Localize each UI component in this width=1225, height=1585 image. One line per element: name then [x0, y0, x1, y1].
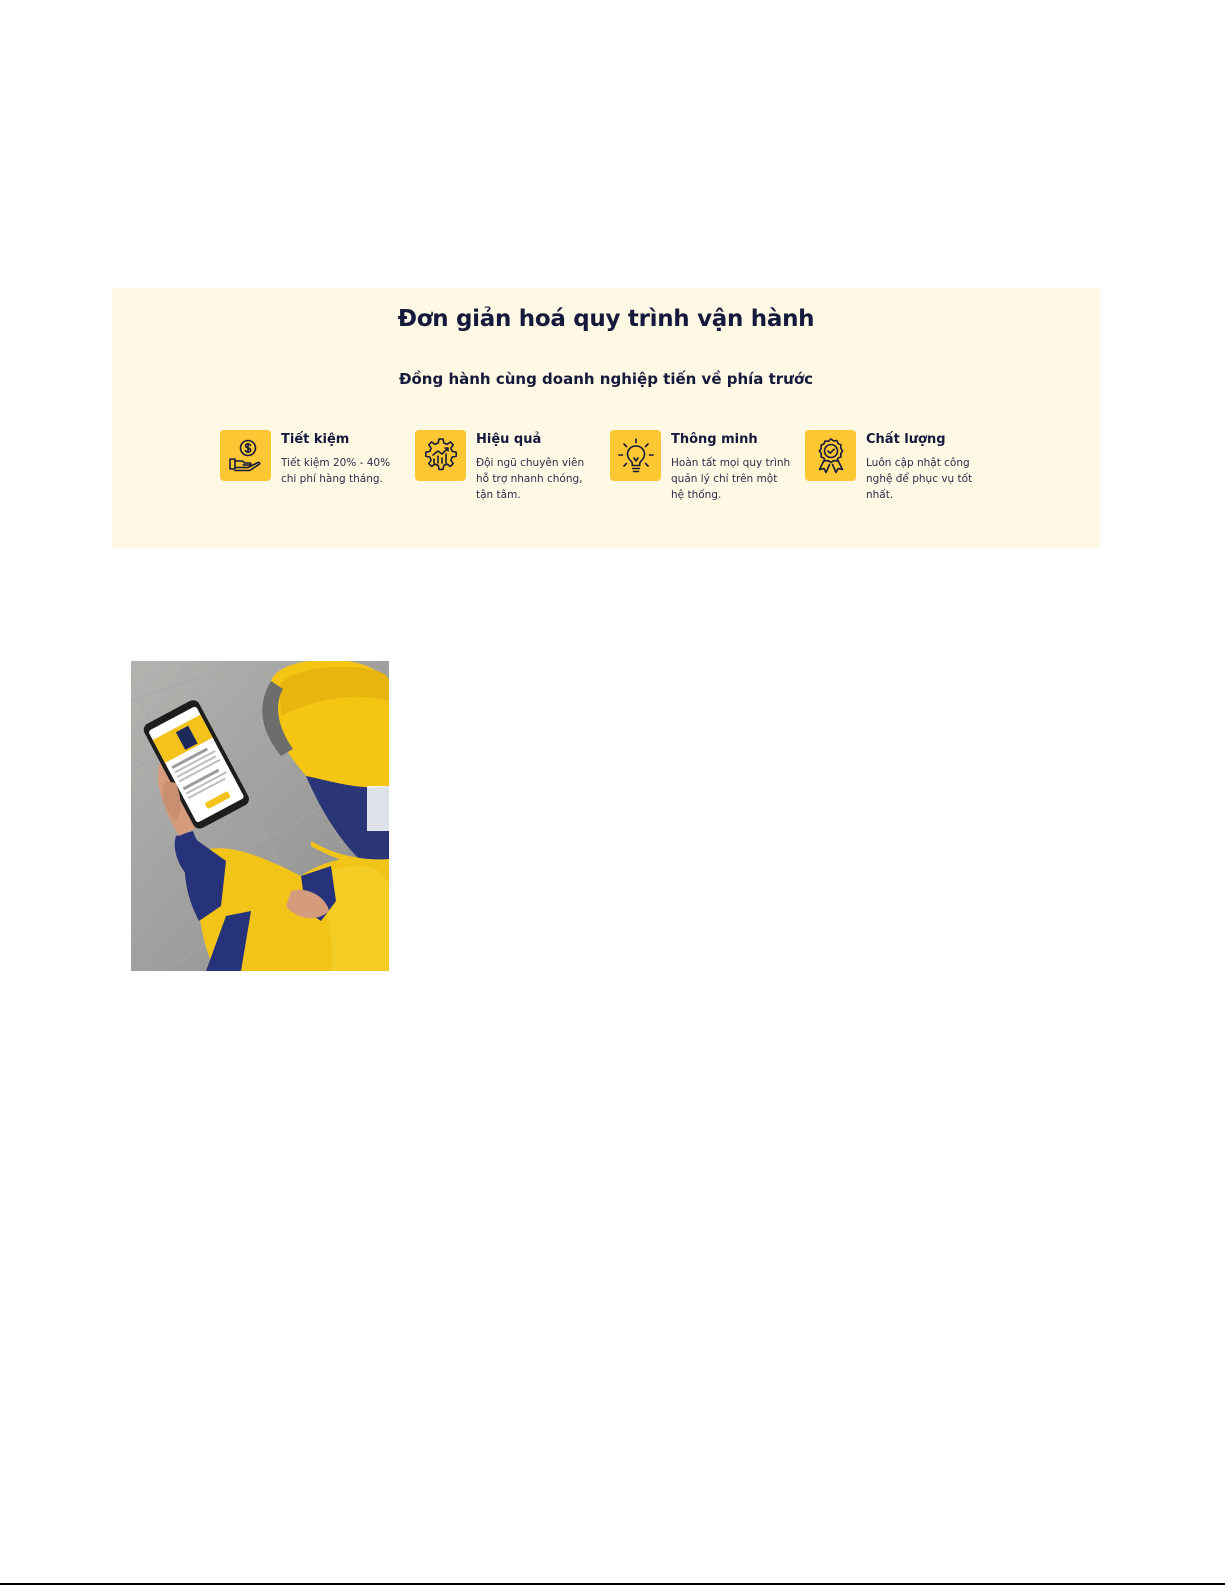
feature-description: Đội ngũ chuyên viên hỗ trợ nhanh chóng, tận tâm.: [476, 457, 585, 501]
feature-item-thong-minh: [610, 430, 800, 520]
courier-holding-phone-photo: [131, 661, 389, 971]
gear-chart-icon: [415, 430, 466, 481]
feature-title: Tiết kiệm: [281, 432, 350, 447]
feature-description: Tiết kiệm 20% - 40% chi phí hàng tháng.: [281, 457, 391, 485]
section-subtitle: Đồng hành cùng doanh nghiệp tiến về phía trước: [398, 370, 814, 388]
feature-item-hieu-qua: [415, 430, 605, 520]
feature-item-tiet-kiem: [220, 430, 410, 520]
award-badge-icon: [805, 430, 856, 481]
feature-title: Hiệu quả: [476, 432, 542, 447]
feature-description: Hoàn tất mọi quy trình quản lý chỉ trên một hệ thống.: [671, 457, 791, 501]
section-title: Đơn giản hoá quy trình vận hành: [397, 306, 815, 332]
feature-description: Luôn cập nhật công nghệ để phục vụ tốt nhất.: [866, 457, 973, 501]
feature-band: [112, 288, 1100, 548]
lightbulb-icon: [610, 430, 661, 481]
money-hand-icon: [220, 430, 271, 481]
feature-title: Chất lượng: [866, 432, 946, 447]
feature-item-chat-luong: [805, 430, 995, 520]
feature-title: Thông minh: [671, 432, 758, 447]
feature-list: [220, 430, 1020, 520]
